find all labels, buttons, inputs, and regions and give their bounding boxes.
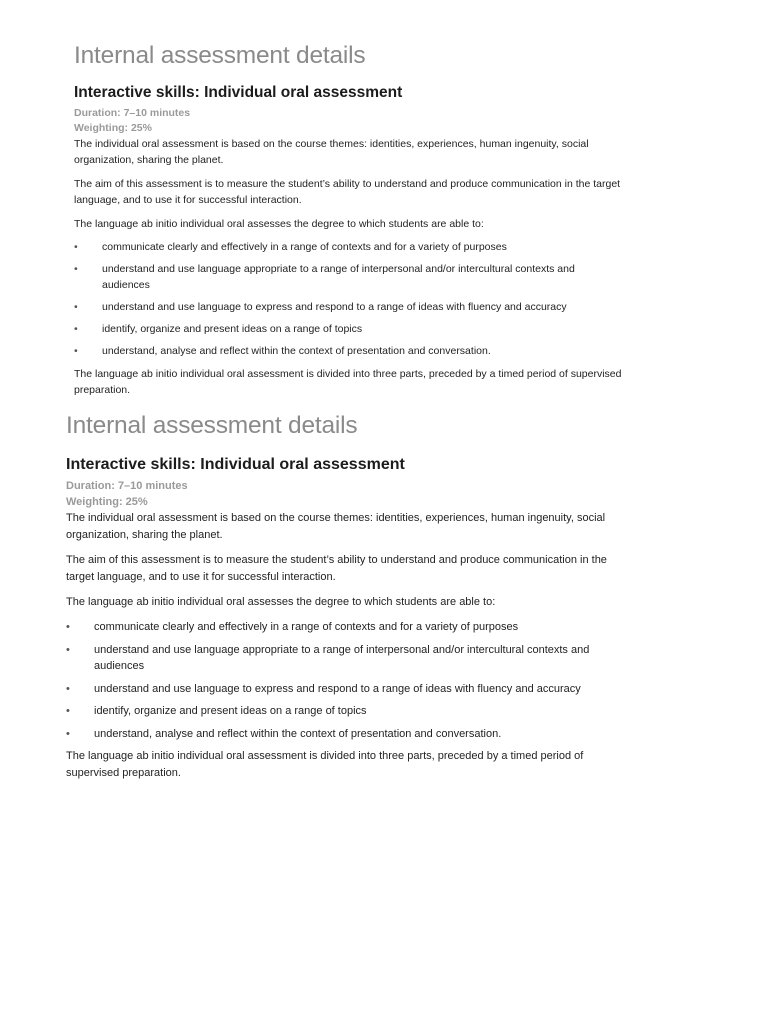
list-item-text: communicate clearly and effectively in a range of contexts and for a variety of purposes [102,241,507,253]
bullet-icon: • [74,300,78,313]
duration-label: Duration: 7–10 minutes [66,480,188,492]
list-item [74,262,624,293]
list-item [66,726,626,743]
assessment-section-1 [74,41,624,406]
section-title: Internal assessment details [74,42,366,69]
list-item [66,619,626,636]
assessment-section-2 [66,411,626,790]
intro-paragraph: The individual oral assessment is based on the course themes: identities, experiences, human ingenuity, social organization, sharing the planet. [74,138,589,166]
bullet-icon: • [74,263,78,275]
criteria-list [74,240,624,359]
list-item-text: understand and use language appropriate to a range of interpersonal and/or intercultural contexts and audiences [102,263,575,291]
bullet-icon: • [66,621,70,633]
bullet-icon: • [74,344,78,357]
aim-paragraph: The aim of this assessment is to measure the student’s ability to understand and produce communication in the target language, and to use it for successful interaction. [74,178,621,206]
list-item-text: understand and use language appropriate to a range of interpersonal and/or intercultural contexts and audiences [94,643,590,672]
lead-paragraph: The language ab initio individual oral assesses the degree to which students are able to: [74,218,484,230]
weighting-label: Weighting: 25% [74,122,152,134]
list-item [74,300,624,316]
list-item [74,344,624,360]
list-item-text: communicate clearly and effectively in a range of contexts and for a variety of purposes [94,621,519,633]
closing-paragraph: The language ab initio individual oral assessment is divided into three parts, preceded by a timed period of supervised preparation. [66,750,584,779]
list-item-text: understand and use language to express and respond to a range of ideas with fluency and accuracy [94,682,581,695]
bullet-icon: • [74,322,78,335]
bullet-icon: • [66,682,70,695]
list-item [66,642,626,675]
list-item [74,240,624,256]
list-item-text: understand, analyse and reflect within the context of presentation and conversation. [102,344,491,357]
lead-paragraph: The language ab initio individual oral assesses the degree to which students are able to: [66,596,496,608]
bullet-icon: • [66,727,70,740]
list-item-text: understand and use language to express and respond to a range of ideas with fluency and accuracy [102,300,567,313]
section-title: Internal assessment details [66,412,358,439]
aim-paragraph: The aim of this assessment is to measure the student’s ability to understand and produce communication in the target language, and to use it for successful interaction. [66,554,607,583]
list-item [74,322,624,338]
list-item-text: identify, organize and present ideas on a range of topics [94,705,367,717]
list-item-text: identify, organize and present ideas on a range of topics [102,322,363,335]
closing-paragraph: The language ab initio individual oral assessment is divided into three parts, preceded by a timed period of supervised preparation. [74,367,622,396]
bullet-icon: • [66,643,70,656]
section-subtitle: Interactive skills: Individual oral assessment [66,456,405,473]
weighting-label: Weighting: 25% [66,496,148,508]
list-item-text: understand, analyse and reflect within the context of presentation and conversation. [94,727,502,740]
intro-paragraph: The individual oral assessment is based on the course themes: identities, experiences, human ingenuity, social organization, sharing the planet. [66,512,606,541]
duration-label: Duration: 7–10 minutes [74,107,191,119]
list-item [66,681,626,698]
bullet-icon: • [74,241,78,253]
bullet-icon: • [66,705,70,717]
section-subtitle: Interactive skills: Individual oral assessment [74,84,403,101]
criteria-list [66,619,626,742]
list-item [66,703,626,720]
